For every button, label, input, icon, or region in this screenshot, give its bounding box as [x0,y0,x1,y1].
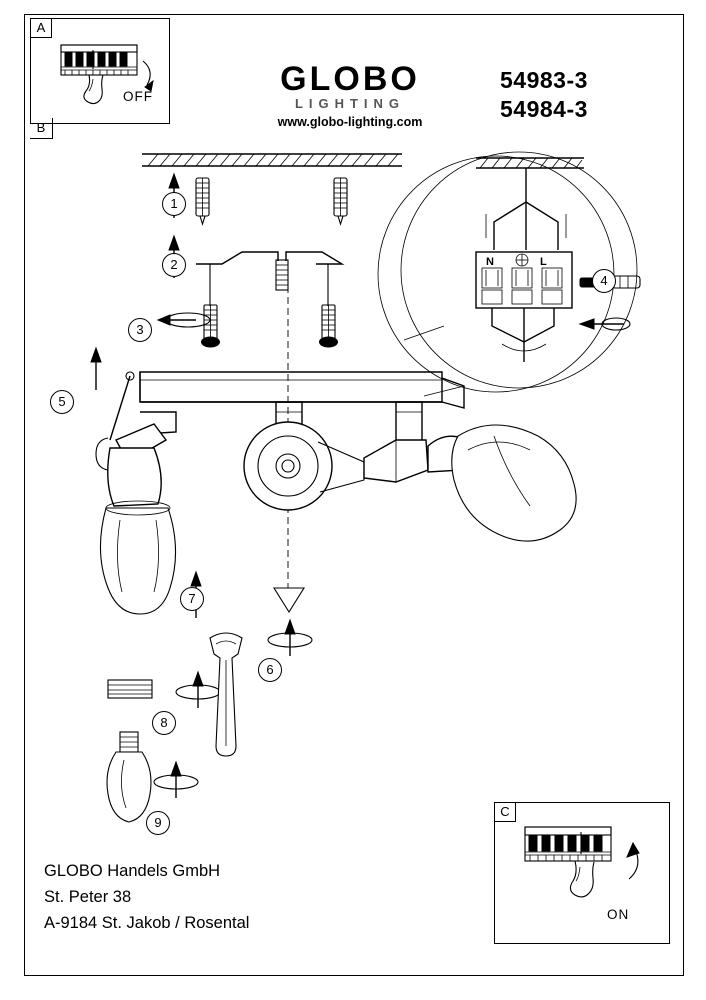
spot-right [364,402,576,541]
svg-text:L: L [540,256,547,268]
panel-a-letter: A [31,19,52,38]
bulb [107,732,151,822]
panel-c-switch-label: ON [607,907,630,922]
company-street: St. Peter 38 [44,888,132,906]
panel-b-marker [30,118,53,139]
panel-a-switch-label: OFF [123,89,153,104]
company-name: GLOBO Handels GmbH [44,862,221,880]
panel-a [30,18,170,124]
step8-shade-ring [108,672,220,708]
product-code-2: 54984-3 [500,96,588,122]
assembly-tool [210,633,242,756]
brand-name: GLOBO [280,60,420,98]
step3-screws [158,305,338,347]
panel-c-letter: C [495,803,516,822]
panel-b-letter: B [36,120,46,135]
spot-left [96,372,176,614]
step-number-6: 6 [258,658,282,682]
step-number-7: 7 [180,587,204,611]
step-number-9: 9 [146,811,170,835]
ceiling-line [142,154,402,166]
spot-center [244,402,364,510]
product-code-1: 54983-3 [500,67,588,93]
step-number-4: 4 [592,269,616,293]
step-number-2: 2 [162,253,186,277]
step6-lock-ring [268,588,312,656]
step2-bracket [169,236,342,306]
step-number-3: 3 [128,318,152,342]
step-number-1: 1 [162,192,186,216]
brand-website: www.globo-lighting.com [277,115,423,129]
panel-c-illustration [495,803,667,941]
step-number-8: 8 [152,711,176,735]
brand-block [232,62,468,130]
step1-dowels [169,174,347,224]
company-address [44,858,249,936]
brand-subtitle: LIGHTING [294,96,406,111]
company-city: A-9184 St. Jakob / Rosental [44,914,250,932]
panel-c [494,802,670,944]
step-number-5: 5 [50,390,74,414]
svg-text:N: N [486,256,494,268]
product-codes [500,66,660,124]
